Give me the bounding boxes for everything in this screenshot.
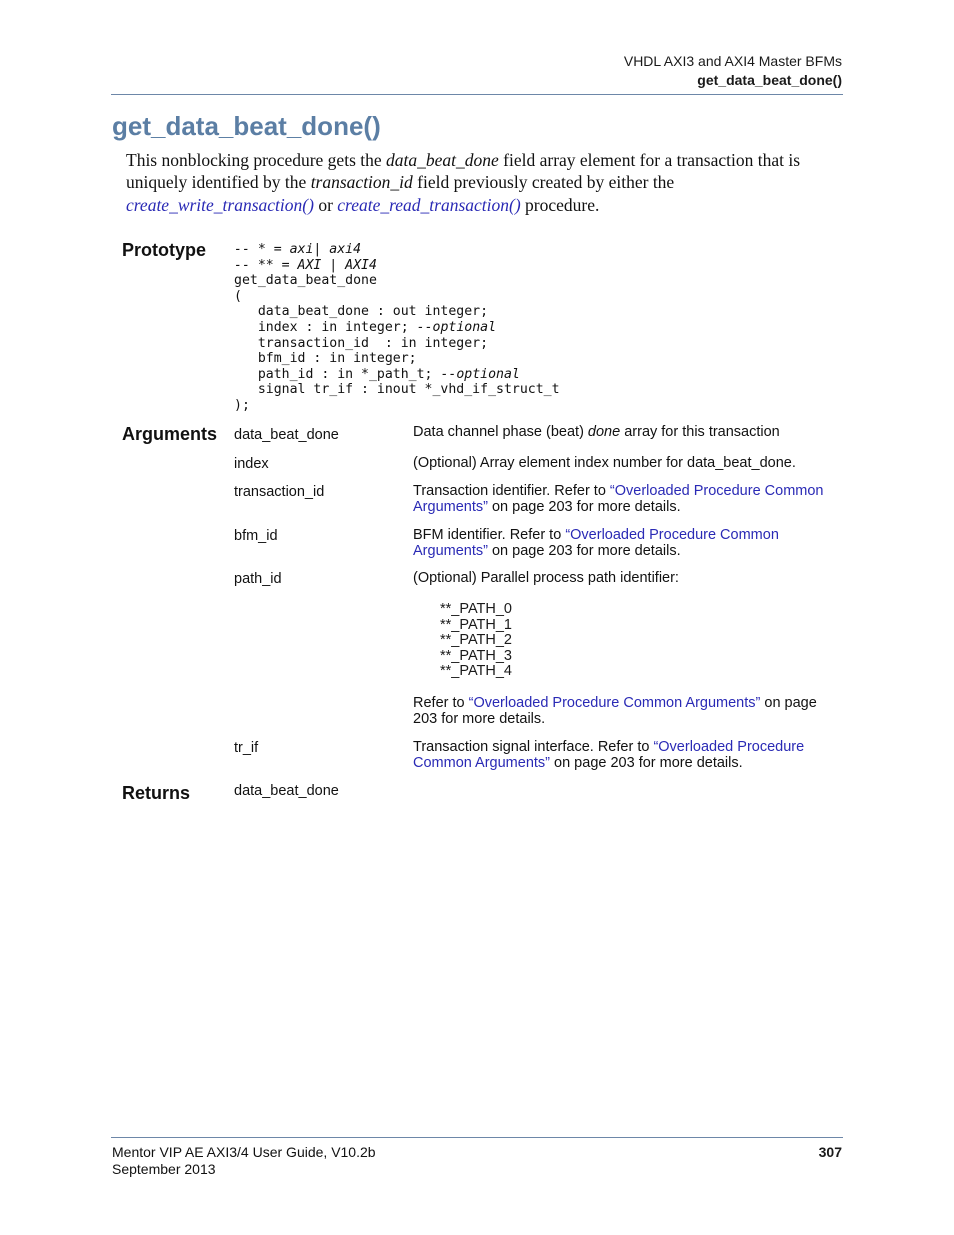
- intro-emphasis: data_beat_done: [386, 150, 499, 170]
- code-line: get_data_beat_done: [234, 273, 377, 289]
- overloaded-procedure-link[interactable]: “Overloaded Procedure Common Arguments”: [413, 527, 779, 559]
- arg-emphasis: done: [587, 424, 621, 440]
- code-comment: -- ** = AXI | AXI4: [234, 257, 377, 273]
- code-line: data_beat_done : out integer;: [234, 304, 489, 320]
- intro-text: field previously created by either the: [412, 172, 675, 193]
- path-value: **_PATH_3: [440, 647, 512, 664]
- intro-emphasis: transaction_id: [310, 172, 413, 193]
- path-value: **_PATH_1: [440, 616, 512, 633]
- intro-text: This nonblocking procedure gets the: [126, 150, 387, 170]
- overloaded-procedure-link[interactable]: “Overloaded Procedure Common Arguments”: [413, 739, 805, 771]
- arg-name-bfm-id: bfm_id: [234, 528, 278, 544]
- intro-paragraph: [126, 149, 846, 216]
- overloaded-procedure-link[interactable]: “Overloaded Procedure Common Arguments”: [468, 695, 761, 711]
- running-header-section: VHDL AXI3 and AXI4 Master BFMs: [623, 53, 842, 69]
- code-comment: -- * = axi| axi4: [234, 242, 362, 257]
- arg-text: on page 203 for more details.: [550, 754, 743, 771]
- code-line: transaction_id : in integer;: [234, 335, 489, 351]
- arg-text: BFM identifier. Refer to: [413, 527, 566, 543]
- arg-desc-tr-if: [413, 740, 843, 771]
- prototype-label: Prototype: [122, 240, 207, 260]
- prototype-code: [234, 242, 560, 414]
- arg-desc-bfm-id: [413, 528, 843, 559]
- arg-text: on page 203 for more details.: [487, 542, 681, 559]
- returns-value: data_beat_done: [234, 783, 339, 799]
- arg-name-data-beat-done: data_beat_done: [234, 427, 339, 443]
- path-id-values: [440, 602, 512, 680]
- arg-name-transaction-id: transaction_id: [234, 484, 325, 500]
- intro-text: field array element for a transaction that is uniquely identified by the: [126, 150, 801, 193]
- page-number: 307: [818, 1144, 842, 1160]
- footer-doc-title: Mentor VIP AE AXI3/4 User Guide, V10.2b: [112, 1144, 376, 1160]
- code-line: );: [234, 397, 250, 413]
- code-line: index : in integer;: [234, 319, 417, 335]
- arg-text: on page 203 for more details.: [487, 498, 681, 515]
- arg-desc-transaction-id: [413, 484, 843, 515]
- path-value: **_PATH_4: [440, 663, 512, 679]
- intro-text: or: [313, 194, 338, 215]
- create-write-transaction-link[interactable]: create_write_transaction(): [126, 194, 314, 215]
- arg-text: Refer to: [413, 695, 469, 711]
- code-comment: --optional: [440, 366, 520, 382]
- create-read-transaction-link[interactable]: create_read_transaction(): [337, 194, 521, 215]
- running-header-topic: get_data_beat_done(): [697, 72, 842, 88]
- code-comment: --optional: [416, 319, 497, 335]
- arg-desc-path-id-ref: [413, 696, 843, 727]
- arg-text: on page 203 for more details.: [413, 695, 817, 727]
- arg-desc-path-id: (Optional) Parallel process path identifier:: [413, 570, 679, 586]
- arg-text: Data channel phase (beat): [413, 424, 588, 440]
- header-rule: [111, 94, 843, 95]
- code-line: path_id : in *_path_t;: [234, 366, 441, 382]
- arg-text: Transaction signal interface. Refer to: [413, 739, 654, 755]
- arg-text: Transaction identifier. Refer to: [413, 483, 610, 499]
- code-line: bfm_id : in integer;: [234, 351, 417, 367]
- code-line: signal tr_if : inout *_vhd_if_struct_t: [234, 382, 560, 398]
- arguments-label: Arguments: [122, 424, 218, 444]
- page-title: get_data_beat_done(): [112, 111, 381, 141]
- arg-text: array for this transaction: [620, 424, 780, 440]
- arg-name-tr-if: tr_if: [234, 740, 259, 756]
- path-value: **_PATH_2: [440, 632, 512, 648]
- arg-desc-data-beat-done: [413, 425, 843, 441]
- code-line: (: [234, 288, 242, 304]
- arg-name-path-id: path_id: [234, 571, 282, 587]
- arg-name-index: index: [234, 456, 269, 472]
- footer-rule: [111, 1137, 843, 1138]
- returns-label: Returns: [122, 783, 191, 803]
- intro-text: procedure.: [520, 194, 600, 215]
- footer-date: September 2013: [112, 1161, 216, 1177]
- overloaded-procedure-link[interactable]: “Overloaded Procedure Common Arguments”: [413, 483, 824, 515]
- arg-desc-index: (Optional) Array element index number for data_beat_done.: [413, 455, 796, 471]
- path-value: **_PATH_0: [440, 601, 512, 617]
